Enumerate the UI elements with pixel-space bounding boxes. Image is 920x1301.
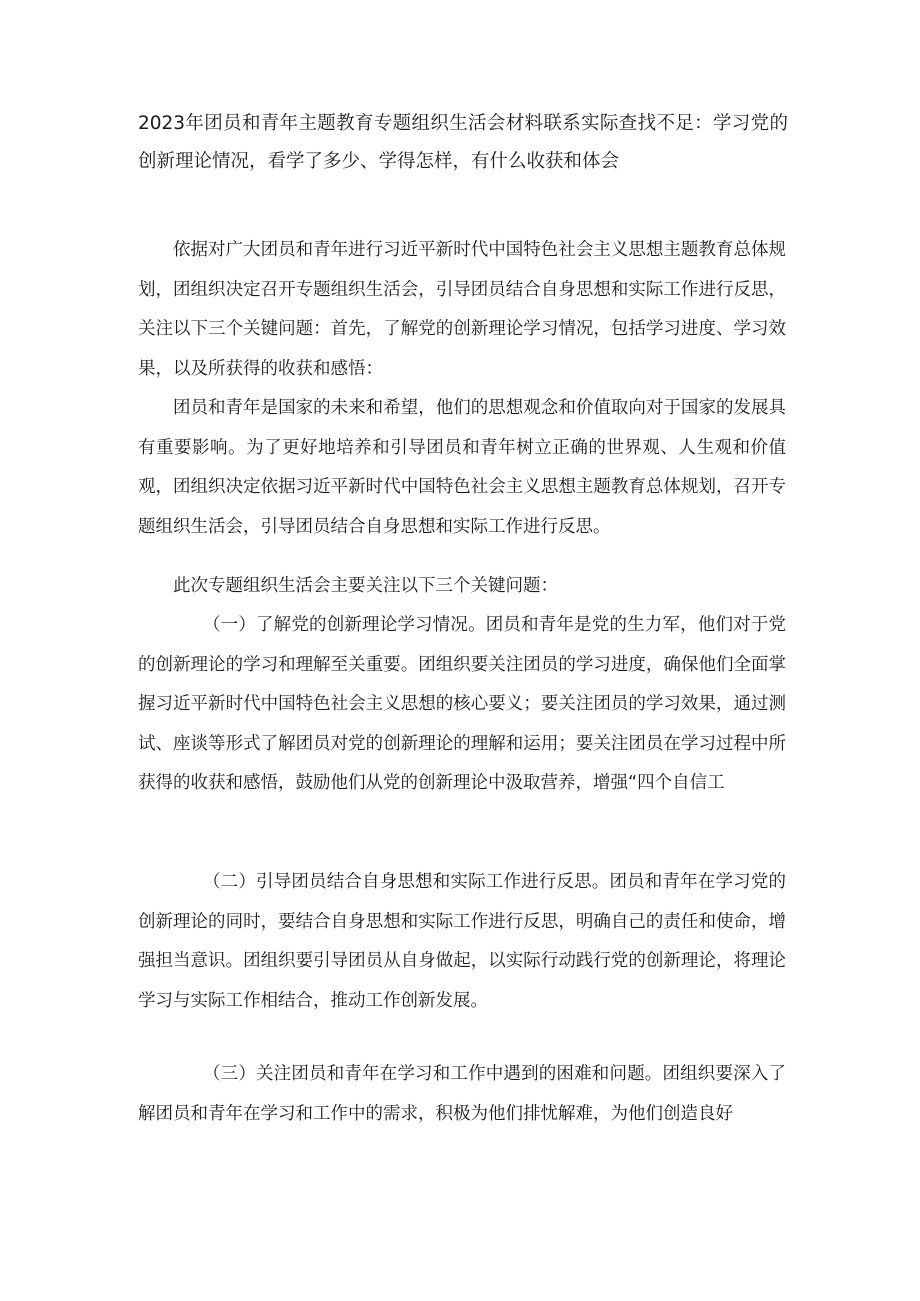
- paragraph-point-3: （三）关注团员和青年在学习和工作中遇到的困难和问题。团组织要深入了解团员和青年在学习和工作中的需求，积极为他们排忧解难，为他们创造良好: [138, 1064, 786, 1124]
- paragraph-point-1: （一）了解党的创新理论学习情况。团员和青年是党的生力军，他们对于党的创新理论的学习和理解至关重要。团组织要关注团员的学习进度，确保他们全面掌握习近平新时代中国特色社会主义思想的核心要义；要关注团员的学习效果，通过测试、座谈等形式了解团员对党的创新理论的理解和运用；要关注团员在学习过程中所获得的收获和感悟，鼓励他们从党的创新理论中汲取营养，增强“四个自信工: [138, 615, 786, 793]
- paragraph-background: 团员和青年是国家的未来和希望，他们的思想观念和价值取向对于国家的发展具有重要影响。为了更好地培养和引导团员和青年树立正确的世界观、人生观和价值观，团组织决定依据习近平新时代中国特色社会主义思想主题教育总体规划，召开专题组织生活会，引导团员结合自身思想和实际工作进行反思。: [138, 398, 786, 537]
- paragraph-focus-heading: 此次专题组织生活会主要关注以下三个关键问题：: [173, 576, 558, 596]
- paragraph-point-2: （二）引导团员结合自身思想和实际工作进行反思。团员和青年在学习党的创新理论的同时，要结合自身思想和实际工作进行反思，明确自己的责任和使命，增强担当意识。团组织要引导团员从自身做起，以实际行动践行党的创新理论，将理论学习与实际工作相结合，推动工作创新发展。: [138, 872, 786, 1011]
- document-title: 2023年团员和青年主题教育专题组织生活会材料联系实际查找不足：学习党的创新理论情况，看学了多少、学得怎样，有什么收获和体会: [138, 113, 788, 172]
- paragraph-intro: 依据对广大团员和青年进行习近平新时代中国特色社会主义思想主题教育总体规划，团组织决定召开专题组织生活会，引导团员结合自身思想和实际工作进行反思，关注以下三个关键问题：首先，了解党的创新理论学习情况，包括学习进度、学习效果，以及所获得的收获和感悟：: [138, 240, 786, 379]
